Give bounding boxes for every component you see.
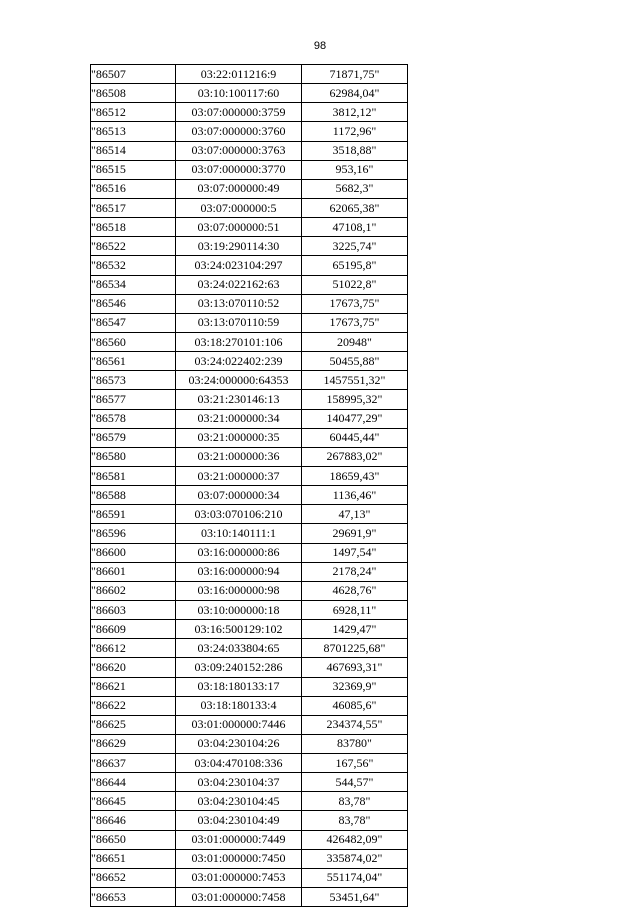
value-cell: 83,78" xyxy=(302,811,408,830)
row-number-cell: "86534 xyxy=(91,275,176,294)
row-number-cell: "86600 xyxy=(91,543,176,562)
cadastral-number-cell: 03:07:000000:3770 xyxy=(176,160,302,179)
cadastral-number-cell: 03:01:000000:7449 xyxy=(176,830,302,849)
value-cell: 51022,8" xyxy=(302,275,408,294)
row-number-cell: "86561 xyxy=(91,352,176,371)
table-row xyxy=(91,313,408,332)
page-number: 98 xyxy=(313,40,327,52)
cadastral-number-cell: 03:07:000000:3763 xyxy=(176,141,302,160)
value-cell: 1172,96" xyxy=(302,122,408,141)
row-number-cell: "86603 xyxy=(91,600,176,619)
cadastral-number-cell: 03:18:270101:106 xyxy=(176,332,302,351)
table-row xyxy=(91,524,408,543)
row-number-cell: "86650 xyxy=(91,830,176,849)
value-cell: 140477,29" xyxy=(302,409,408,428)
row-number-cell: "86645 xyxy=(91,792,176,811)
cadastral-number-cell: 03:16:500129:102 xyxy=(176,620,302,639)
cadastral-number-cell: 03:04:230104:37 xyxy=(176,773,302,792)
table-row xyxy=(91,352,408,371)
cadastral-number-cell: 03:04:230104:26 xyxy=(176,734,302,753)
row-number-cell: "86620 xyxy=(91,658,176,677)
cadastral-number-cell: 03:19:290114:30 xyxy=(176,237,302,256)
value-cell: 71871,75" xyxy=(302,65,408,84)
row-number-cell: "86560 xyxy=(91,332,176,351)
table-row xyxy=(91,830,408,849)
cadastral-number-cell: 03:16:000000:98 xyxy=(176,581,302,600)
cadastral-number-cell: 03:10:000000:18 xyxy=(176,600,302,619)
row-number-cell: "86621 xyxy=(91,677,176,696)
data-table xyxy=(90,64,408,907)
row-number-cell: "86644 xyxy=(91,773,176,792)
cadastral-number-cell: 03:07:000000:3759 xyxy=(176,103,302,122)
row-number-cell: "86532 xyxy=(91,256,176,275)
value-cell: 467693,31" xyxy=(302,658,408,677)
cadastral-number-cell: 03:13:070110:59 xyxy=(176,313,302,332)
cadastral-number-cell: 03:01:000000:7453 xyxy=(176,868,302,887)
cadastral-number-cell: 03:22:011216:9 xyxy=(176,65,302,84)
row-number-cell: "86578 xyxy=(91,409,176,428)
row-number-cell: "86547 xyxy=(91,313,176,332)
row-number-cell: "86517 xyxy=(91,198,176,217)
value-cell: 1457551,32" xyxy=(302,371,408,390)
value-cell: 1429,47" xyxy=(302,620,408,639)
value-cell: 1497,54" xyxy=(302,543,408,562)
value-cell: 65195,8" xyxy=(302,256,408,275)
row-number-cell: "86577 xyxy=(91,390,176,409)
table-row xyxy=(91,237,408,256)
table-row xyxy=(91,734,408,753)
row-number-cell: "86512 xyxy=(91,103,176,122)
value-cell: 18659,43" xyxy=(302,466,408,485)
table-row xyxy=(91,256,408,275)
value-cell: 5682,3" xyxy=(302,179,408,198)
cadastral-number-cell: 03:24:000000:64353 xyxy=(176,371,302,390)
row-number-cell: "86646 xyxy=(91,811,176,830)
table-row xyxy=(91,122,408,141)
table-row xyxy=(91,65,408,84)
cadastral-number-cell: 03:16:000000:94 xyxy=(176,562,302,581)
cadastral-number-cell: 03:07:000000:5 xyxy=(176,198,302,217)
cadastral-number-cell: 03:18:180133:17 xyxy=(176,677,302,696)
table-row xyxy=(91,486,408,505)
table-row xyxy=(91,600,408,619)
value-cell: 62984,04" xyxy=(302,84,408,103)
cadastral-number-cell: 03:10:100117:60 xyxy=(176,84,302,103)
row-number-cell: "86518 xyxy=(91,218,176,237)
table-row xyxy=(91,792,408,811)
value-cell: 83,78" xyxy=(302,792,408,811)
table-row xyxy=(91,218,408,237)
table-row xyxy=(91,773,408,792)
cadastral-number-cell: 03:21:000000:35 xyxy=(176,428,302,447)
value-cell: 17673,75" xyxy=(302,313,408,332)
value-cell: 1136,46" xyxy=(302,486,408,505)
table-row xyxy=(91,103,408,122)
row-number-cell: "86573 xyxy=(91,371,176,390)
value-cell: 47108,1" xyxy=(302,218,408,237)
row-number-cell: "86581 xyxy=(91,466,176,485)
table-row xyxy=(91,84,408,103)
row-number-cell: "86579 xyxy=(91,428,176,447)
cadastral-number-cell: 03:24:023104:297 xyxy=(176,256,302,275)
row-number-cell: "86522 xyxy=(91,237,176,256)
table-row xyxy=(91,639,408,658)
row-number-cell: "86637 xyxy=(91,754,176,773)
cadastral-number-cell: 03:18:180133:4 xyxy=(176,696,302,715)
table-row xyxy=(91,658,408,677)
value-cell: 3225,74" xyxy=(302,237,408,256)
value-cell: 551174,04" xyxy=(302,868,408,887)
table-row xyxy=(91,275,408,294)
table-row xyxy=(91,677,408,696)
value-cell: 953,16" xyxy=(302,160,408,179)
cadastral-number-cell: 03:04:470108:336 xyxy=(176,754,302,773)
cadastral-number-cell: 03:09:240152:286 xyxy=(176,658,302,677)
table-row xyxy=(91,332,408,351)
value-cell: 8701225,68" xyxy=(302,639,408,658)
row-number-cell: "86508 xyxy=(91,84,176,103)
row-number-cell: "86653 xyxy=(91,888,176,907)
value-cell: 62065,38" xyxy=(302,198,408,217)
row-number-cell: "86513 xyxy=(91,122,176,141)
cadastral-number-cell: 03:07:000000:51 xyxy=(176,218,302,237)
table-row xyxy=(91,428,408,447)
value-cell: 29691,9" xyxy=(302,524,408,543)
cadastral-number-cell: 03:01:000000:7450 xyxy=(176,849,302,868)
value-cell: 158995,32" xyxy=(302,390,408,409)
cadastral-number-cell: 03:21:000000:37 xyxy=(176,466,302,485)
row-number-cell: "86651 xyxy=(91,849,176,868)
table-row xyxy=(91,160,408,179)
value-cell: 47,13" xyxy=(302,505,408,524)
row-number-cell: "86629 xyxy=(91,734,176,753)
value-cell: 167,56" xyxy=(302,754,408,773)
table-row xyxy=(91,868,408,887)
cadastral-number-cell: 03:16:000000:86 xyxy=(176,543,302,562)
table-row xyxy=(91,141,408,160)
row-number-cell: "86515 xyxy=(91,160,176,179)
value-cell: 234374,55" xyxy=(302,715,408,734)
row-number-cell: "86601 xyxy=(91,562,176,581)
value-cell: 6928,11" xyxy=(302,600,408,619)
row-number-cell: "86596 xyxy=(91,524,176,543)
value-cell: 4628,76" xyxy=(302,581,408,600)
row-number-cell: "86516 xyxy=(91,179,176,198)
value-cell: 60445,44" xyxy=(302,428,408,447)
table-row xyxy=(91,696,408,715)
value-cell: 32369,9" xyxy=(302,677,408,696)
cadastral-number-cell: 03:07:000000:34 xyxy=(176,486,302,505)
row-number-cell: "86652 xyxy=(91,868,176,887)
value-cell: 83780" xyxy=(302,734,408,753)
value-cell: 3812,12" xyxy=(302,103,408,122)
table-row xyxy=(91,198,408,217)
table-row xyxy=(91,371,408,390)
value-cell: 335874,02" xyxy=(302,849,408,868)
cadastral-number-cell: 03:21:000000:36 xyxy=(176,447,302,466)
cadastral-number-cell: 03:21:000000:34 xyxy=(176,409,302,428)
table-row xyxy=(91,409,408,428)
table-row xyxy=(91,849,408,868)
cadastral-number-cell: 03:07:000000:49 xyxy=(176,179,302,198)
row-number-cell: "86580 xyxy=(91,447,176,466)
value-cell: 20948" xyxy=(302,332,408,351)
table-row xyxy=(91,505,408,524)
table-body xyxy=(91,65,408,907)
value-cell: 544,57" xyxy=(302,773,408,792)
row-number-cell: "86514 xyxy=(91,141,176,160)
table-row xyxy=(91,888,408,907)
cadastral-number-cell: 03:24:022402:239 xyxy=(176,352,302,371)
table-row xyxy=(91,543,408,562)
value-cell: 50455,88" xyxy=(302,352,408,371)
cadastral-number-cell: 03:10:140111:1 xyxy=(176,524,302,543)
table-row xyxy=(91,811,408,830)
cadastral-number-cell: 03:04:230104:49 xyxy=(176,811,302,830)
table-row xyxy=(91,390,408,409)
row-number-cell: "86622 xyxy=(91,696,176,715)
value-cell: 3518,88" xyxy=(302,141,408,160)
cadastral-number-cell: 03:01:000000:7458 xyxy=(176,888,302,907)
table-row xyxy=(91,715,408,734)
value-cell: 46085,6" xyxy=(302,696,408,715)
value-cell: 17673,75" xyxy=(302,294,408,313)
cadastral-number-cell: 03:04:230104:45 xyxy=(176,792,302,811)
row-number-cell: "86588 xyxy=(91,486,176,505)
table-row xyxy=(91,620,408,639)
row-number-cell: "86591 xyxy=(91,505,176,524)
cadastral-number-cell: 03:24:022162:63 xyxy=(176,275,302,294)
table-row xyxy=(91,447,408,466)
cadastral-number-cell: 03:13:070110:52 xyxy=(176,294,302,313)
cadastral-number-cell: 03:03:070106:210 xyxy=(176,505,302,524)
table-row xyxy=(91,562,408,581)
table-row xyxy=(91,294,408,313)
table-row xyxy=(91,466,408,485)
value-cell: 53451,64" xyxy=(302,888,408,907)
row-number-cell: "86507 xyxy=(91,65,176,84)
value-cell: 267883,02" xyxy=(302,447,408,466)
cadastral-number-cell: 03:07:000000:3760 xyxy=(176,122,302,141)
row-number-cell: "86625 xyxy=(91,715,176,734)
table-row xyxy=(91,179,408,198)
value-cell: 2178,24" xyxy=(302,562,408,581)
cadastral-number-cell: 03:01:000000:7446 xyxy=(176,715,302,734)
row-number-cell: "86609 xyxy=(91,620,176,639)
cadastral-number-cell: 03:24:033804:65 xyxy=(176,639,302,658)
table-row xyxy=(91,581,408,600)
row-number-cell: "86612 xyxy=(91,639,176,658)
value-cell: 426482,09" xyxy=(302,830,408,849)
row-number-cell: "86546 xyxy=(91,294,176,313)
table-row xyxy=(91,754,408,773)
cadastral-number-cell: 03:21:230146:13 xyxy=(176,390,302,409)
row-number-cell: "86602 xyxy=(91,581,176,600)
